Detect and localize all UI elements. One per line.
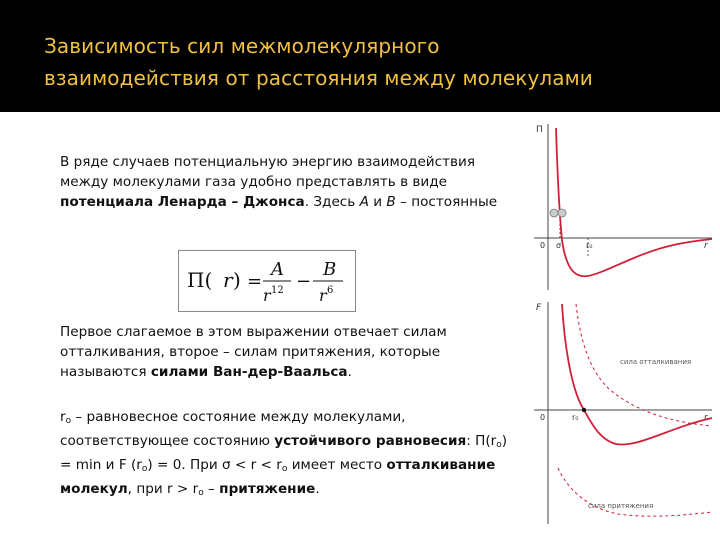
- third-bold-3: притяжение: [219, 481, 316, 497]
- intro-text-b: . Здесь: [304, 194, 360, 210]
- third-text-g: –: [203, 481, 220, 497]
- force-y-label: F: [536, 303, 542, 313]
- force-curve: [562, 304, 712, 445]
- force-origin: 0: [540, 413, 546, 422]
- formula-lhs: Π(: [187, 268, 213, 292]
- potential-y-label: Π: [536, 125, 543, 135]
- var-b: B: [386, 194, 396, 210]
- intro-text-d: – постоянные: [395, 194, 498, 210]
- intro-bold: потенциала Ленарда – Джонса: [60, 194, 305, 210]
- formula-den-1: r: [263, 286, 271, 305]
- formula-exp-2: 6: [327, 285, 334, 296]
- potential-sigma: σ: [556, 241, 562, 250]
- potential-origin: 0: [540, 241, 546, 250]
- formula-r: r: [223, 268, 233, 292]
- third-bold-1: устойчивого равновесия: [274, 433, 467, 449]
- formula-den-2: r: [319, 286, 327, 305]
- potential-r0: r₀: [586, 241, 593, 250]
- formula-num-b: B: [323, 259, 337, 280]
- molecule-right: [558, 209, 566, 217]
- formula-eq: =: [247, 271, 263, 292]
- formula-num-a: A: [271, 259, 284, 280]
- intro-text: В ряде случаев потенциальную энергию взаимодействия между молекулами газа удобно представлять в виде: [60, 154, 476, 190]
- second-text: Первое слагаемое в этом выражении отвечает силам отталкивания, второе – силам притяжения, которые называются: [60, 324, 447, 380]
- third-text-b: : Π(r: [466, 433, 497, 449]
- potential-curve: [556, 128, 712, 276]
- second-bold: силами Ван-дер-Ваальса: [150, 364, 348, 380]
- second-text-b: .: [347, 364, 352, 380]
- var-a: A: [359, 194, 369, 210]
- third-text-a: – равновесное состояние между молекулами, соответствующее состоянию: [60, 409, 406, 449]
- lennard-jones-formula: [178, 250, 356, 312]
- potential-chart: [528, 120, 716, 298]
- title-line-2: взаимодействия от расстояния между молекулами: [44, 66, 593, 90]
- sub-1: o: [496, 440, 502, 450]
- second-paragraph: [60, 322, 510, 382]
- equilibrium-point: [582, 408, 586, 412]
- r0-symbol: r: [60, 409, 66, 425]
- third-bold-2: отталкивание молекул: [60, 457, 496, 497]
- force-x-label: r: [704, 413, 708, 423]
- attraction-label: сила притяжения: [588, 502, 654, 510]
- third-paragraph: [60, 407, 510, 503]
- formula-exp-1: 12: [271, 285, 284, 296]
- third-text-c: ) = min и F (r: [60, 433, 508, 473]
- slide-title: [44, 30, 704, 94]
- slide-body: [0, 112, 720, 540]
- force-r0: r₀: [572, 413, 579, 422]
- third-text-h: .: [315, 481, 320, 497]
- repulsion-label: сила отталкивания: [620, 358, 692, 366]
- molecule-left: [550, 209, 558, 217]
- intro-paragraph: [60, 152, 510, 212]
- third-text-f: , при r > r: [127, 481, 199, 497]
- r0-sub: o: [65, 416, 72, 426]
- sub-3: o: [281, 464, 288, 474]
- sub-2: o: [141, 464, 148, 474]
- third-text-d: ) = 0. При σ < r < r: [147, 457, 282, 473]
- third-text-e: имеет место: [287, 457, 387, 473]
- formula-minus: −: [296, 271, 312, 292]
- title-band: [0, 0, 720, 112]
- title-line-1: Зависимость сил межмолекулярного: [44, 34, 440, 58]
- sub-4: o: [198, 488, 204, 498]
- force-chart: [528, 298, 716, 530]
- formula-close: ): [233, 268, 241, 292]
- intro-text-c: и: [368, 194, 387, 210]
- potential-x-label: r: [704, 241, 708, 251]
